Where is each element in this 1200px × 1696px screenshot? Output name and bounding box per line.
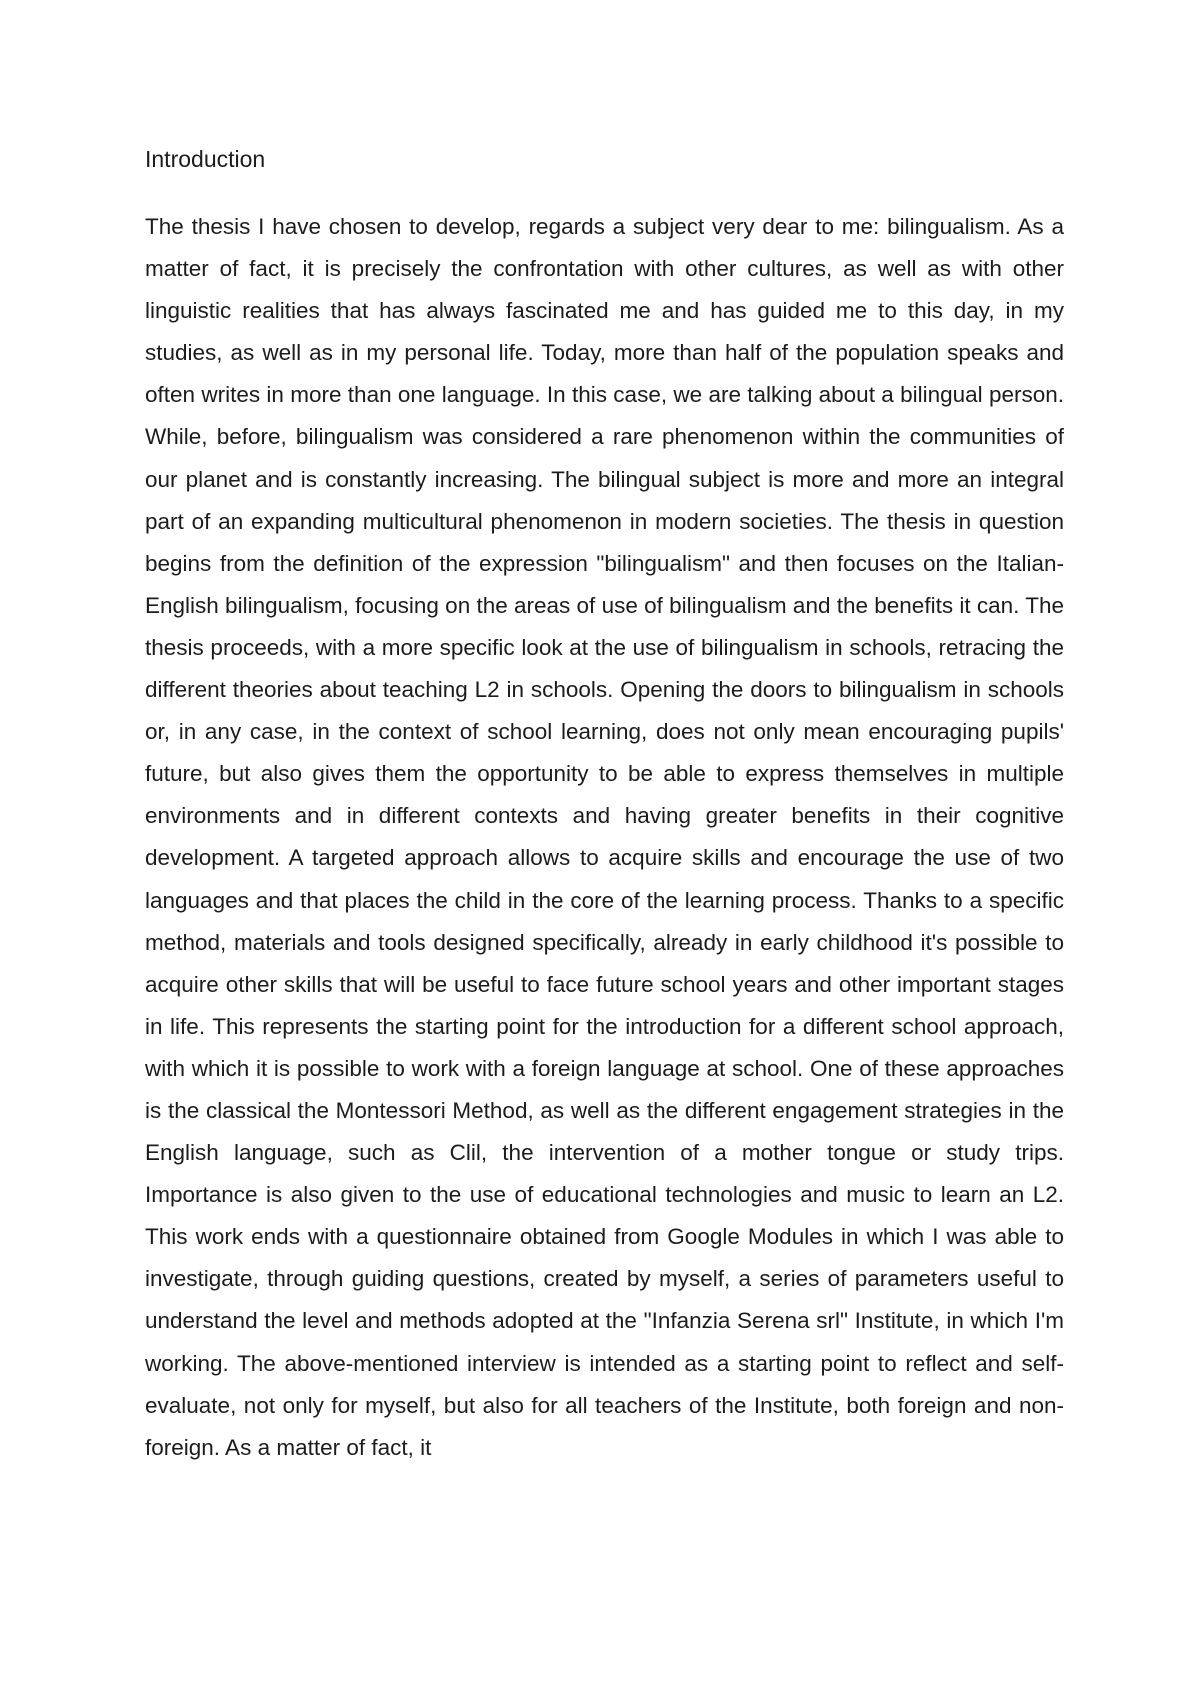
- page-title: Introduction: [145, 146, 266, 172]
- introduction-paragraph: The thesis I have chosen to develop, regards a subject very dear to me: bilingualism. As a matter of fact, it is precisely the confrontation with other cultures, as well as with other linguistic realities that has always fascinated me and has guided me to this day, in my studies, as well as in my personal life. Today, more than half of the population speaks and often writes in more than one language. In this case, we are talking about a bilingual person. While, before, bilingualism was considered a rare phenomenon within the communities of our planet and is constantly increasing. The bilingual subject is more and more an integral part of an expanding multicultural phenomenon in modern societies. The thesis in question begins from the definition of the expression "bilingualism" and then focuses on the Italian-English bilingualism, focusing on the areas of use of bilingualism and the benefits it can. The thesis proceeds, with a more specific look at the use of bilingualism in schools, retracing the different theories about teaching L2 in schools. Opening the doors to bilingualism in schools or, in any case, in the context of school learning, does not only mean encouraging pupils' future, but also gives them the opportunity to be able to express themselves in multiple environments and in different contexts and having greater benefits in their cognitive development. A targeted approach allows to acquire skills and encourage the use of two languages and that places the child in the core of the learning process. Thanks to a specific method, materials and tools designed specifically, already in early childhood it's possible to acquire other skills that will be useful to face future school years and other important stages in life. This represents the starting point for the introduction for a different school approach, with which it is possible to work with a foreign language at school. One of these approaches is the classical the Montessori Method, as well as the different engagement strategies in the English language, such as Clil, the intervention of a mother tongue or study trips. Importance is also given to the use of educational technologies and music to learn an L2. This work ends with a questionnaire obtained from Google Modules in which I was able to investigate, through guiding questions, created by myself, a series of parameters useful to understand the level and methods adopted at the "Infanzia Serena srl" Institute, in which I'm working. The above-mentioned interview is intended as a starting point to reflect and self-evaluate, not only for myself, but also for all teachers of the Institute, both foreign and non-foreign. As a matter of fact, it: [145, 214, 1064, 1460]
